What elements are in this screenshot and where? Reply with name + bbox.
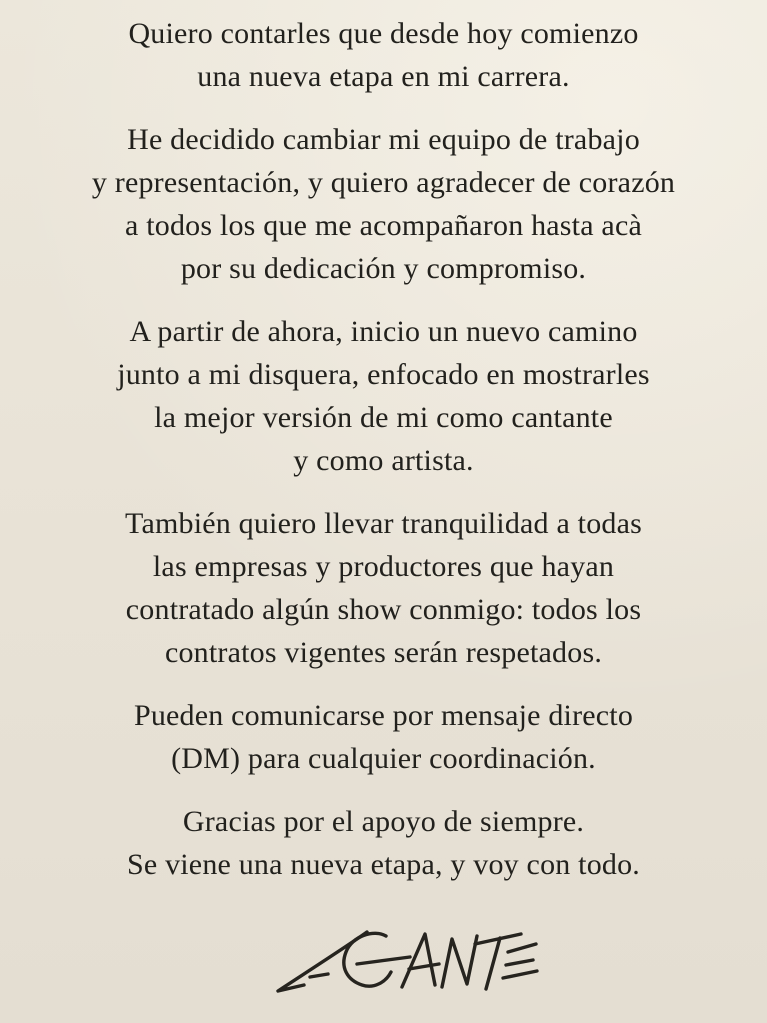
statement-paragraph-4 — [0, 502, 767, 674]
statement-line: Se viene una nueva etapa, y voy con todo. — [126, 848, 641, 881]
statement-line: contratado algún show conmigo: todos los — [125, 593, 642, 626]
statement-line: las empresas y productores que hayan — [152, 550, 615, 583]
statement-line: la mejor versión de mi como cantante — [154, 401, 613, 434]
statement-line: Quiero contarles que desde hoy comienzo — [128, 17, 639, 50]
statement-paragraph-2 — [0, 118, 767, 290]
statement-line: y representación, y quiero agradecer de corazón — [91, 166, 676, 199]
signature-text — [217, 906, 218, 907]
statement-line: junto a mi disquera, enfocado en mostrarles — [117, 358, 650, 391]
statement-line: Gracias por el apoyo de siempre. — [182, 805, 585, 838]
statement-paragraph-5 — [0, 694, 767, 780]
statement-line: contratos vigentes serán respetados. — [164, 636, 603, 669]
statement-paragraph-1 — [0, 12, 767, 98]
statement-line: a todos los que me acompañaron hasta acà — [125, 209, 642, 242]
statement-line: A partir de ahora, inicio un nuevo camino — [129, 315, 638, 348]
statement-line: También quiero llevar tranquilidad a todas — [125, 507, 642, 540]
statement-line: una nueva etapa en mi carrera. — [197, 60, 570, 93]
statement-line: por su dedicación y compromiso. — [180, 252, 587, 285]
statement-line: (DM) para cualquier coordinación. — [171, 742, 596, 775]
statement-paragraph-3 — [0, 310, 767, 482]
statement-line: He decidido cambiar mi equipo de trabajo — [127, 123, 640, 156]
signature — [0, 906, 767, 1023]
signature-mark — [251, 906, 551, 1018]
statement-line: Pueden comunicarse por mensaje directo — [133, 699, 634, 732]
statement-line: y como artista. — [293, 444, 474, 477]
statement-paragraph-6 — [0, 800, 767, 886]
